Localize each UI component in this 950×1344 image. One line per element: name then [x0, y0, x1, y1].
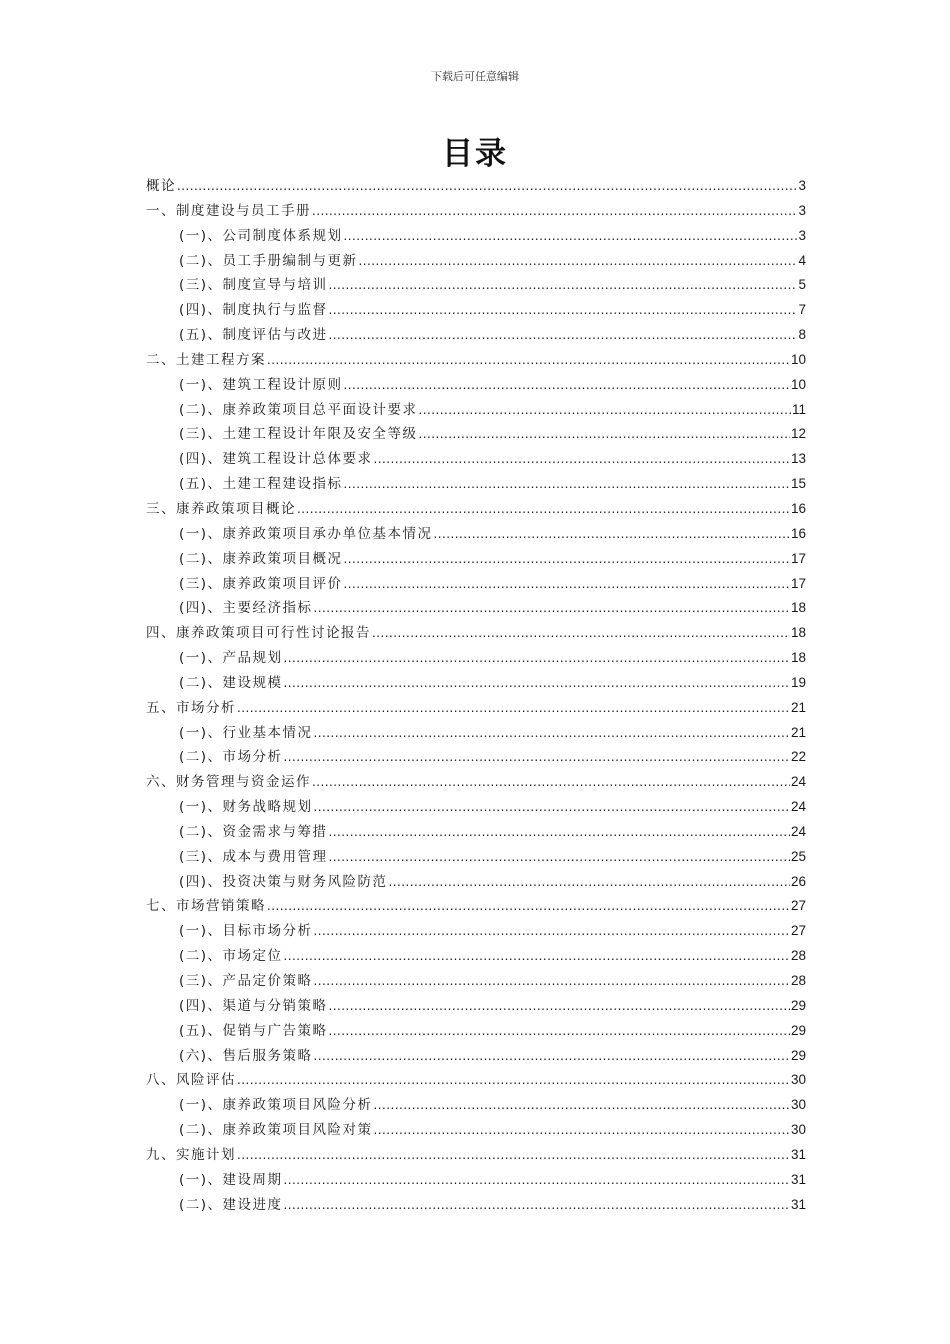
- toc-entry[interactable]: [146, 919, 806, 944]
- toc-entry[interactable]: [146, 820, 806, 845]
- toc-page-number: 18: [790, 600, 806, 616]
- toc-dot-leader: [344, 547, 790, 572]
- toc-entry-title: (二)、康养政策项目风险对策: [179, 1122, 373, 1139]
- toc-entry[interactable]: [146, 1093, 806, 1118]
- toc-dot-leader: [374, 1118, 790, 1143]
- toc-page-number: 28: [790, 948, 806, 964]
- toc-entry[interactable]: [146, 1118, 806, 1143]
- toc-entry[interactable]: [146, 621, 806, 646]
- toc-entry[interactable]: [146, 1193, 806, 1218]
- toc-dot-leader: [419, 422, 790, 447]
- toc-entry[interactable]: [146, 671, 806, 696]
- toc-page-number: 18: [790, 625, 806, 641]
- toc-page-number: 30: [790, 1097, 806, 1113]
- toc-dot-leader: [344, 572, 790, 597]
- toc-dot-leader: [329, 323, 798, 348]
- toc-page-number: 7: [798, 302, 806, 318]
- toc-dot-leader: [314, 795, 790, 820]
- toc-page-number: 30: [790, 1072, 806, 1088]
- toc-entry[interactable]: [146, 870, 806, 895]
- toc-entry-title: (四)、投资决策与财务风险防范: [179, 873, 388, 890]
- toc-dot-leader: [329, 820, 790, 845]
- toc-entry-title: (一)、康养政策项目风险分析: [179, 1097, 373, 1114]
- toc-entry-title: (一)、建设周期: [179, 1171, 283, 1188]
- toc-dot-leader: [329, 273, 798, 298]
- toc-entry-title: (三)、制度宣导与培训: [179, 277, 328, 294]
- toc-entry-title: (四)、主要经济指标: [179, 600, 313, 617]
- toc-dot-leader: [267, 348, 790, 373]
- toc-entry[interactable]: [146, 522, 806, 547]
- toc-entry[interactable]: [146, 646, 806, 671]
- toc-entry-title: (二)、康养政策项目概况: [179, 550, 343, 567]
- toc-entry-title: (三)、土建工程设计年限及安全等级: [179, 426, 418, 443]
- toc-page-number: 24: [790, 799, 806, 815]
- toc-entry[interactable]: [146, 1068, 806, 1093]
- toc-entry[interactable]: [146, 472, 806, 497]
- toc-page-number: 16: [790, 525, 806, 541]
- toc-entry[interactable]: [146, 1168, 806, 1193]
- toc-page-number: 28: [790, 973, 806, 988]
- toc-entry[interactable]: [146, 745, 806, 770]
- toc-entry[interactable]: [146, 1044, 806, 1069]
- toc-entry-title: 一、制度建设与员工手册: [146, 202, 311, 219]
- toc-page-number: 5: [798, 277, 806, 293]
- toc-page-number: 24: [790, 774, 806, 790]
- toc-entry[interactable]: [146, 273, 806, 298]
- toc-page-number: 16: [790, 500, 806, 516]
- toc-page-number: 29: [790, 997, 806, 1013]
- toc-entry-title: (二)、建设规模: [179, 674, 283, 691]
- toc-dot-leader: [284, 671, 790, 696]
- toc-entry[interactable]: [146, 572, 806, 597]
- toc-entry-title: (一)、目标市场分析: [179, 923, 313, 940]
- toc-entry-title: (一)、产品规划: [179, 650, 283, 667]
- toc-page-number: 11: [791, 401, 806, 417]
- toc-dot-leader: [434, 522, 790, 547]
- toc-entry[interactable]: [146, 1143, 806, 1168]
- toc-entry-title: 九、实施计划: [146, 1146, 236, 1163]
- toc-page-number: 29: [790, 1047, 806, 1063]
- toc-entry-title: (一)、行业基本情况: [179, 724, 313, 741]
- toc-entry-title: (四)、渠道与分销策略: [179, 997, 328, 1014]
- toc-entry[interactable]: [146, 174, 806, 199]
- toc-page-number: 3: [798, 202, 806, 218]
- toc-page-number: 29: [790, 1022, 806, 1038]
- toc-dot-leader: [344, 224, 798, 249]
- toc-page-number: 13: [790, 451, 806, 467]
- toc-entry-title: (二)、市场分析: [179, 749, 283, 766]
- toc-page-number: 8: [798, 327, 806, 343]
- toc-entry[interactable]: [146, 596, 806, 621]
- toc-entry[interactable]: [146, 422, 806, 447]
- toc-entry-title: (二)、建设进度: [179, 1196, 283, 1213]
- toc-dot-leader: [284, 1193, 790, 1218]
- toc-dot-leader: [284, 745, 790, 770]
- page-title: 目录: [442, 136, 508, 172]
- toc-entry[interactable]: [146, 224, 806, 249]
- toc-dot-leader: [297, 497, 790, 522]
- toc-entry-title: (一)、公司制度体系规划: [179, 227, 343, 244]
- toc-page-number: 10: [790, 351, 806, 367]
- toc-entry[interactable]: [146, 894, 806, 919]
- toc-entry[interactable]: [146, 994, 806, 1019]
- toc-dot-leader: [419, 398, 791, 423]
- toc-entry-title: (二)、市场定位: [179, 948, 283, 965]
- toc-entry[interactable]: [146, 323, 806, 348]
- toc-page-number: 12: [790, 426, 806, 442]
- toc-dot-leader: [329, 994, 790, 1019]
- toc-entry-title: 三、康养政策项目概论: [146, 500, 296, 517]
- toc-dot-leader: [374, 447, 790, 472]
- toc-entry[interactable]: [146, 398, 806, 423]
- toc-page-number: 17: [790, 575, 806, 591]
- toc-dot-leader: [344, 373, 790, 398]
- toc-dot-leader: [284, 646, 790, 671]
- toc-entry[interactable]: [146, 447, 806, 472]
- toc-dot-leader: [312, 770, 790, 795]
- toc-entry[interactable]: [146, 373, 806, 398]
- toc-dot-leader: [372, 621, 790, 646]
- toc-entry[interactable]: [146, 547, 806, 572]
- toc-dot-leader: [284, 1168, 790, 1193]
- toc-entry-title: 七、市场营销策略: [146, 898, 266, 915]
- toc-entry[interactable]: [146, 497, 806, 522]
- toc-entry[interactable]: [146, 845, 806, 870]
- toc-page-number: 27: [790, 923, 806, 939]
- toc-dot-leader: [237, 1143, 790, 1168]
- toc-dot-leader: [374, 1093, 790, 1118]
- toc-entry-title: (五)、制度评估与改进: [179, 327, 328, 344]
- toc-entry-title: (一)、财务战略规划: [179, 799, 313, 816]
- toc-dot-leader: [312, 199, 797, 224]
- toc-entry-title: (三)、康养政策项目评价: [179, 575, 343, 592]
- toc-entry[interactable]: [146, 199, 806, 224]
- toc-page-number: 26: [790, 873, 806, 889]
- toc-entry-title: (三)、成本与费用管理: [179, 848, 328, 865]
- toc-entry-title: (六)、售后服务策略: [179, 1047, 313, 1064]
- toc-page-number: 21: [790, 724, 806, 740]
- toc-entry[interactable]: [146, 298, 806, 323]
- toc-entry[interactable]: [146, 348, 806, 373]
- toc-page-number: 21: [790, 699, 806, 715]
- toc-entry[interactable]: [146, 795, 806, 820]
- toc-page-number: 31: [790, 1146, 806, 1162]
- toc-entry-title: (二)、资金需求与筹措: [179, 823, 328, 840]
- toc-entry[interactable]: [146, 969, 806, 994]
- toc-page-number: 19: [790, 674, 806, 690]
- toc-entry-title: (二)、员工手册编制与更新: [179, 252, 358, 269]
- toc-entry-title: (二)、康养政策项目总平面设计要求: [179, 401, 418, 418]
- toc-dot-leader: [314, 969, 790, 994]
- toc-dot-leader: [329, 1019, 790, 1044]
- toc-page-number: 24: [790, 823, 806, 839]
- toc-page-number: 25: [790, 848, 806, 864]
- toc-entry[interactable]: [146, 770, 806, 795]
- toc-entry[interactable]: [146, 696, 806, 721]
- toc-entry-title: 五、市场分析: [146, 699, 236, 716]
- toc-entry-title: (三)、产品定价策略: [179, 973, 313, 989]
- toc-page-number: 30: [790, 1122, 806, 1138]
- toc-entry-title: (四)、制度执行与监督: [179, 302, 328, 319]
- toc-page-number: 18: [790, 650, 806, 666]
- toc-entry-title: (一)、建筑工程设计原则: [179, 376, 343, 393]
- toc-entry-title: (一)、康养政策项目承办单位基本情况: [179, 525, 433, 542]
- toc-page-number: 31: [790, 1196, 806, 1212]
- toc-entry-title: 六、财务管理与资金运作: [146, 774, 311, 791]
- header-note: 下载后可任意编辑: [431, 70, 519, 83]
- toc-dot-leader: [314, 596, 790, 621]
- toc-page-number: 15: [790, 476, 806, 492]
- toc-entry-title: (四)、建筑工程设计总体要求: [179, 451, 373, 468]
- toc-dot-leader: [237, 696, 790, 721]
- toc-page-number: 10: [790, 376, 806, 392]
- toc-dot-leader: [314, 721, 790, 746]
- toc-entry[interactable]: [146, 721, 806, 746]
- toc-dot-leader: [329, 298, 798, 323]
- toc-dot-leader: [267, 894, 790, 919]
- toc-dot-leader: [314, 919, 790, 944]
- toc-entry[interactable]: [146, 944, 806, 969]
- toc-entry-title: 八、风险评估: [146, 1072, 236, 1089]
- toc-dot-leader: [177, 174, 797, 199]
- toc-page-number: 4: [798, 252, 806, 268]
- toc-dot-leader: [389, 870, 790, 895]
- toc-page-number: 27: [790, 898, 806, 914]
- toc-entry-title: (五)、土建工程建设指标: [179, 476, 343, 493]
- toc-entry[interactable]: [146, 249, 806, 274]
- toc-page-number: 31: [790, 1171, 806, 1187]
- toc-page-number: 22: [790, 749, 806, 765]
- toc-dot-leader: [329, 845, 790, 870]
- toc-entry-title: (五)、促销与广告策略: [179, 1022, 328, 1039]
- toc-entry[interactable]: [146, 1019, 806, 1044]
- toc-page-number: 17: [790, 550, 806, 566]
- toc-entry-title: 二、土建工程方案: [146, 351, 266, 368]
- toc-entry-title: 四、康养政策项目可行性讨论报告: [146, 625, 371, 642]
- toc-dot-leader: [314, 1044, 790, 1069]
- toc-dot-leader: [359, 249, 798, 274]
- toc-page-number: 3: [798, 178, 806, 193]
- table-of-contents: [146, 174, 806, 1217]
- toc-dot-leader: [344, 472, 790, 497]
- toc-dot-leader: [284, 944, 790, 969]
- toc-dot-leader: [237, 1068, 790, 1093]
- toc-page-number: 3: [798, 227, 806, 243]
- toc-entry-title: 概论: [146, 178, 176, 194]
